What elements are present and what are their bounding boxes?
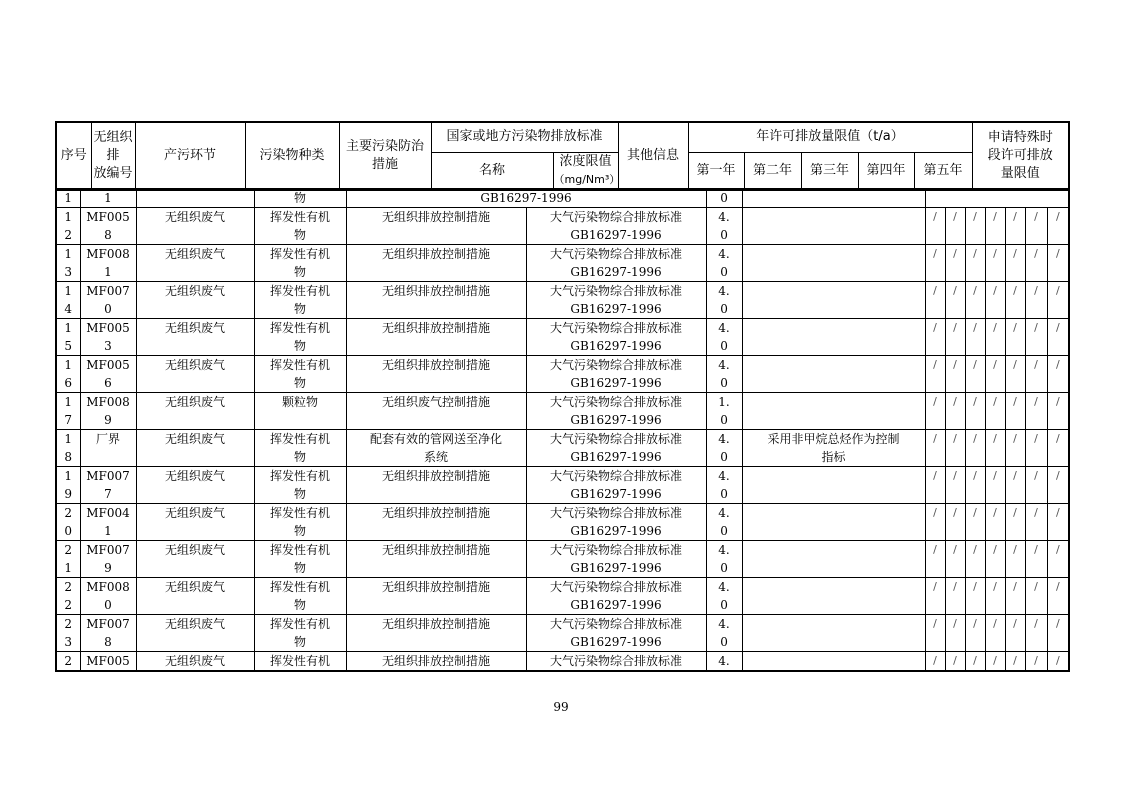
slash-cell: / bbox=[1025, 208, 1047, 245]
slash-cell: / bbox=[1047, 319, 1069, 356]
stage-cell: 无组织废气 bbox=[136, 356, 254, 393]
measure-cell: 无组织排放控制措施 bbox=[346, 467, 526, 504]
slash-cell: / bbox=[985, 208, 1005, 245]
measure-cell: 无组织排放控制措施 bbox=[346, 541, 526, 578]
slash-cell: / bbox=[985, 356, 1005, 393]
seq-cell: 2 1 bbox=[56, 541, 80, 578]
slash-cell: / bbox=[965, 393, 985, 430]
other-cell bbox=[742, 282, 925, 319]
pollutant-cell: 挥发性有机 物 bbox=[254, 541, 346, 578]
slash-cell: / bbox=[985, 245, 1005, 282]
stage-cell: 无组织废气 bbox=[136, 504, 254, 541]
table-row bbox=[56, 504, 1069, 541]
seq-cell: 1 4 bbox=[56, 282, 80, 319]
slash-cell: / bbox=[985, 282, 1005, 319]
measure-cell: 配套有效的管网送至净化 系统 bbox=[346, 430, 526, 467]
seq-cell: 1 6 bbox=[56, 356, 80, 393]
slash-cell: / bbox=[1005, 430, 1025, 467]
header-measure: 主要污染防治 措施 bbox=[339, 122, 431, 190]
other-cell bbox=[742, 189, 925, 208]
stage-cell: 无组织废气 bbox=[136, 467, 254, 504]
code-cell: MF004 1 bbox=[80, 504, 136, 541]
code-cell: MF007 9 bbox=[80, 541, 136, 578]
table-row bbox=[56, 393, 1069, 430]
stage-cell: 无组织废气 bbox=[136, 578, 254, 615]
pollutant-cell: 挥发性有机 物 bbox=[254, 615, 346, 652]
standard-cell: 大气污染物综合排放标准 GB16297-1996 bbox=[526, 245, 706, 282]
seq-cell: 2 3 bbox=[56, 615, 80, 652]
slash-cell: / bbox=[925, 615, 945, 652]
table-row bbox=[56, 319, 1069, 356]
slash-cell: / bbox=[985, 430, 1005, 467]
measure-cell: 无组织排放控制措施 bbox=[346, 245, 526, 282]
other-cell bbox=[742, 615, 925, 652]
header-code: 无组织排 放编号 bbox=[91, 122, 135, 190]
slash-cell: / bbox=[965, 467, 985, 504]
slash-cell: / bbox=[985, 615, 1005, 652]
header-year-4: 第四年 bbox=[858, 152, 914, 190]
slash-cell: / bbox=[925, 282, 945, 319]
other-cell bbox=[742, 319, 925, 356]
slash-cell: / bbox=[1005, 245, 1025, 282]
slash-cell: / bbox=[1047, 615, 1069, 652]
limit-cell: 4. bbox=[706, 652, 742, 672]
stage-cell: 无组织废气 bbox=[136, 319, 254, 356]
header-year-5: 第五年 bbox=[914, 152, 972, 190]
slash-cell: / bbox=[1047, 208, 1069, 245]
slash-cell: / bbox=[1025, 430, 1047, 467]
table-header bbox=[55, 121, 1070, 191]
other-cell bbox=[742, 245, 925, 282]
slash-cell: / bbox=[1047, 430, 1069, 467]
other-cell bbox=[742, 652, 925, 672]
standard-cell: 大气污染物综合排放标准 GB16297-1996 bbox=[526, 467, 706, 504]
slash-cell: / bbox=[945, 282, 965, 319]
table-row bbox=[56, 356, 1069, 393]
slash-cell: / bbox=[1047, 356, 1069, 393]
slash-cell: / bbox=[1047, 393, 1069, 430]
seq-cell: 2 0 bbox=[56, 504, 80, 541]
header-stage: 产污环节 bbox=[135, 122, 245, 190]
slash-cell: / bbox=[945, 430, 965, 467]
slash-cell: / bbox=[965, 356, 985, 393]
limit-cell: 1. 0 bbox=[706, 393, 742, 430]
header-other: 其他信息 bbox=[618, 122, 688, 190]
pollutant-cell: 挥发性有机 物 bbox=[254, 245, 346, 282]
slash-cell: / bbox=[945, 393, 965, 430]
pollutant-cell: 挥发性有机 物 bbox=[254, 467, 346, 504]
slash-cell: / bbox=[965, 578, 985, 615]
measure-cell: 无组织排放控制措施 bbox=[346, 282, 526, 319]
seq-cell: 1 9 bbox=[56, 467, 80, 504]
table-row bbox=[56, 245, 1069, 282]
slash-cell: / bbox=[1005, 578, 1025, 615]
code-cell: MF008 0 bbox=[80, 578, 136, 615]
slash-cell: / bbox=[1047, 467, 1069, 504]
header-year-1: 第一年 bbox=[688, 152, 744, 190]
slash-cell: / bbox=[1047, 652, 1069, 672]
header-pollutant: 污染物种类 bbox=[245, 122, 339, 190]
table-row bbox=[56, 430, 1069, 467]
standard-cell: 大气污染物综合排放标准 GB16297-1996 bbox=[526, 356, 706, 393]
seq-cell: 2 bbox=[56, 652, 80, 672]
stage-cell: 无组织废气 bbox=[136, 208, 254, 245]
measure-cell: 无组织排放控制措施 bbox=[346, 208, 526, 245]
other-cell bbox=[742, 578, 925, 615]
slash-cell: / bbox=[1025, 578, 1047, 615]
other-cell bbox=[742, 467, 925, 504]
slash-cell: / bbox=[1047, 578, 1069, 615]
slash-cell: / bbox=[925, 652, 945, 672]
slash-cell: / bbox=[965, 541, 985, 578]
stage-cell bbox=[136, 189, 254, 208]
limit-cell: 4. 0 bbox=[706, 578, 742, 615]
seq-cell: 2 2 bbox=[56, 578, 80, 615]
slash-cell: / bbox=[945, 319, 965, 356]
slash-cell: / bbox=[985, 652, 1005, 672]
slash-cell: / bbox=[1005, 282, 1025, 319]
limit-cell: 4. 0 bbox=[706, 615, 742, 652]
standard-cell: GB16297-1996 bbox=[346, 189, 706, 208]
header-special: 申请特殊时 段许可排放 量限值 bbox=[972, 122, 1069, 190]
stage-cell: 无组织废气 bbox=[136, 245, 254, 282]
slash-cell: / bbox=[1025, 541, 1047, 578]
table-row bbox=[56, 467, 1069, 504]
slash-cell: / bbox=[985, 541, 1005, 578]
slash-cell: / bbox=[925, 541, 945, 578]
slash-cell: / bbox=[965, 282, 985, 319]
other-cell bbox=[742, 393, 925, 430]
slash-cell: / bbox=[1025, 393, 1047, 430]
slash-cell: / bbox=[1005, 393, 1025, 430]
slash-cell: / bbox=[945, 615, 965, 652]
table-row bbox=[56, 541, 1069, 578]
standard-cell: 大气污染物综合排放标准 GB16297-1996 bbox=[526, 319, 706, 356]
measure-cell: 无组织排放控制措施 bbox=[346, 578, 526, 615]
header-seq: 序号 bbox=[56, 122, 91, 190]
code-cell: MF005 bbox=[80, 652, 136, 672]
slash-cell: / bbox=[925, 504, 945, 541]
pollutant-cell: 挥发性有机 bbox=[254, 652, 346, 672]
measure-cell: 无组织废气控制措施 bbox=[346, 393, 526, 430]
slash-cell: / bbox=[1005, 356, 1025, 393]
slash-cell: / bbox=[965, 245, 985, 282]
slash-cell: / bbox=[945, 504, 965, 541]
header-year-3: 第三年 bbox=[801, 152, 858, 190]
header-standard-group: 国家或地方污染物排放标准 bbox=[431, 122, 618, 152]
stage-cell: 无组织废气 bbox=[136, 541, 254, 578]
table-row bbox=[56, 578, 1069, 615]
slash-cell: / bbox=[1025, 356, 1047, 393]
pollutant-cell: 挥发性有机 物 bbox=[254, 578, 346, 615]
table-row bbox=[56, 615, 1069, 652]
slash-cell: / bbox=[925, 356, 945, 393]
slash-cell: / bbox=[965, 208, 985, 245]
slash-cell: / bbox=[985, 393, 1005, 430]
slash-cell: / bbox=[1005, 652, 1025, 672]
standard-cell: 大气污染物综合排放标准 GB16297-1996 bbox=[526, 282, 706, 319]
standard-cell: 大气污染物综合排放标准 GB16297-1996 bbox=[526, 393, 706, 430]
pollutant-cell: 挥发性有机 物 bbox=[254, 504, 346, 541]
pollutant-cell: 物 bbox=[254, 189, 346, 208]
limit-cell: 4. 0 bbox=[706, 504, 742, 541]
slash-cell: / bbox=[985, 578, 1005, 615]
slash-cell: / bbox=[925, 393, 945, 430]
limit-cell: 4. 0 bbox=[706, 356, 742, 393]
standard-cell: 大气污染物综合排放标准 GB16297-1996 bbox=[526, 208, 706, 245]
standard-cell: 大气污染物综合排放标准 bbox=[526, 652, 706, 672]
slash-cell: / bbox=[1005, 319, 1025, 356]
slash-cell: / bbox=[925, 208, 945, 245]
pollutant-cell: 挥发性有机 物 bbox=[254, 319, 346, 356]
code-cell: MF005 3 bbox=[80, 319, 136, 356]
stage-cell: 无组织废气 bbox=[136, 393, 254, 430]
standard-cell: 大气污染物综合排放标准 GB16297-1996 bbox=[526, 504, 706, 541]
limit-cell: 4. 0 bbox=[706, 208, 742, 245]
pollutant-cell: 挥发性有机 物 bbox=[254, 282, 346, 319]
slash-cell: / bbox=[1047, 282, 1069, 319]
standard-cell: 大气污染物综合排放标准 GB16297-1996 bbox=[526, 430, 706, 467]
other-cell bbox=[742, 504, 925, 541]
slash-cell: / bbox=[1025, 467, 1047, 504]
limit-cell: 4. 0 bbox=[706, 541, 742, 578]
empty-cell bbox=[925, 189, 1069, 208]
code-cell: MF007 7 bbox=[80, 467, 136, 504]
other-cell bbox=[742, 541, 925, 578]
table-row bbox=[56, 282, 1069, 319]
slash-cell: / bbox=[1025, 652, 1047, 672]
slash-cell: / bbox=[925, 578, 945, 615]
slash-cell: / bbox=[925, 245, 945, 282]
header-limit: 浓度限值 （mg/Nm³） bbox=[553, 152, 618, 190]
slash-cell: / bbox=[965, 430, 985, 467]
slash-cell: / bbox=[965, 615, 985, 652]
limit-cell: 4. 0 bbox=[706, 245, 742, 282]
limit-cell: 4. 0 bbox=[706, 282, 742, 319]
slash-cell: / bbox=[1005, 504, 1025, 541]
measure-cell: 无组织排放控制措施 bbox=[346, 356, 526, 393]
slash-cell: / bbox=[945, 541, 965, 578]
other-cell bbox=[742, 208, 925, 245]
slash-cell: / bbox=[945, 652, 965, 672]
pollutant-cell: 颗粒物 bbox=[254, 393, 346, 430]
slash-cell: / bbox=[985, 504, 1005, 541]
table-row bbox=[56, 652, 1069, 672]
header-standard-name: 名称 bbox=[431, 152, 553, 190]
seq-cell: 1 2 bbox=[56, 208, 80, 245]
slash-cell: / bbox=[1025, 615, 1047, 652]
slash-cell: / bbox=[1025, 504, 1047, 541]
slash-cell: / bbox=[925, 430, 945, 467]
code-cell: MF005 8 bbox=[80, 208, 136, 245]
code-cell: MF007 8 bbox=[80, 615, 136, 652]
stage-cell: 无组织废气 bbox=[136, 282, 254, 319]
seq-cell: 1 bbox=[56, 189, 80, 208]
standard-cell: 大气污染物综合排放标准 GB16297-1996 bbox=[526, 578, 706, 615]
slash-cell: / bbox=[985, 467, 1005, 504]
slash-cell: / bbox=[925, 319, 945, 356]
slash-cell: / bbox=[1005, 541, 1025, 578]
measure-cell: 无组织排放控制措施 bbox=[346, 615, 526, 652]
standard-cell: 大气污染物综合排放标准 GB16297-1996 bbox=[526, 541, 706, 578]
slash-cell: / bbox=[1005, 208, 1025, 245]
measure-cell: 无组织排放控制措施 bbox=[346, 319, 526, 356]
slash-cell: / bbox=[1025, 319, 1047, 356]
seq-cell: 1 3 bbox=[56, 245, 80, 282]
other-cell bbox=[742, 356, 925, 393]
pollutant-cell: 挥发性有机 物 bbox=[254, 208, 346, 245]
slash-cell: / bbox=[945, 245, 965, 282]
seq-cell: 1 8 bbox=[56, 430, 80, 467]
header-annual-group: 年许可排放量限值（t/a） bbox=[688, 122, 972, 152]
code-cell: MF005 6 bbox=[80, 356, 136, 393]
slash-cell: / bbox=[945, 578, 965, 615]
limit-cell: 4. 0 bbox=[706, 430, 742, 467]
code-cell: 厂界 bbox=[80, 430, 136, 467]
code-cell: MF008 1 bbox=[80, 245, 136, 282]
pollutant-cell: 挥发性有机 物 bbox=[254, 356, 346, 393]
limit-cell: 0 bbox=[706, 189, 742, 208]
header-year-2: 第二年 bbox=[744, 152, 801, 190]
slash-cell: / bbox=[965, 652, 985, 672]
slash-cell: / bbox=[1025, 282, 1047, 319]
page-number: 99 bbox=[553, 700, 569, 714]
standard-cell: 大气污染物综合排放标准 GB16297-1996 bbox=[526, 615, 706, 652]
table-row bbox=[56, 189, 1069, 208]
table-row bbox=[56, 208, 1069, 245]
stage-cell: 无组织废气 bbox=[136, 615, 254, 652]
code-cell: MF007 0 bbox=[80, 282, 136, 319]
other-cell: 采用非甲烷总烃作为控制 指标 bbox=[742, 430, 925, 467]
slash-cell: / bbox=[945, 467, 965, 504]
code-cell: 1 bbox=[80, 189, 136, 208]
slash-cell: / bbox=[1005, 615, 1025, 652]
measure-cell: 无组织排放控制措施 bbox=[346, 652, 526, 672]
limit-cell: 4. 0 bbox=[706, 319, 742, 356]
slash-cell: / bbox=[1047, 541, 1069, 578]
slash-cell: / bbox=[1047, 245, 1069, 282]
measure-cell: 无组织排放控制措施 bbox=[346, 504, 526, 541]
slash-cell: / bbox=[945, 208, 965, 245]
slash-cell: / bbox=[985, 319, 1005, 356]
table-body bbox=[55, 188, 1070, 672]
pollutant-cell: 挥发性有机 物 bbox=[254, 430, 346, 467]
slash-cell: / bbox=[1005, 467, 1025, 504]
slash-cell: / bbox=[1047, 504, 1069, 541]
limit-cell: 4. 0 bbox=[706, 467, 742, 504]
slash-cell: / bbox=[945, 356, 965, 393]
stage-cell: 无组织废气 bbox=[136, 652, 254, 672]
slash-cell: / bbox=[965, 319, 985, 356]
code-cell: MF008 9 bbox=[80, 393, 136, 430]
slash-cell: / bbox=[965, 504, 985, 541]
slash-cell: / bbox=[925, 467, 945, 504]
seq-cell: 1 5 bbox=[56, 319, 80, 356]
slash-cell: / bbox=[1025, 245, 1047, 282]
seq-cell: 1 7 bbox=[56, 393, 80, 430]
stage-cell: 无组织废气 bbox=[136, 430, 254, 467]
